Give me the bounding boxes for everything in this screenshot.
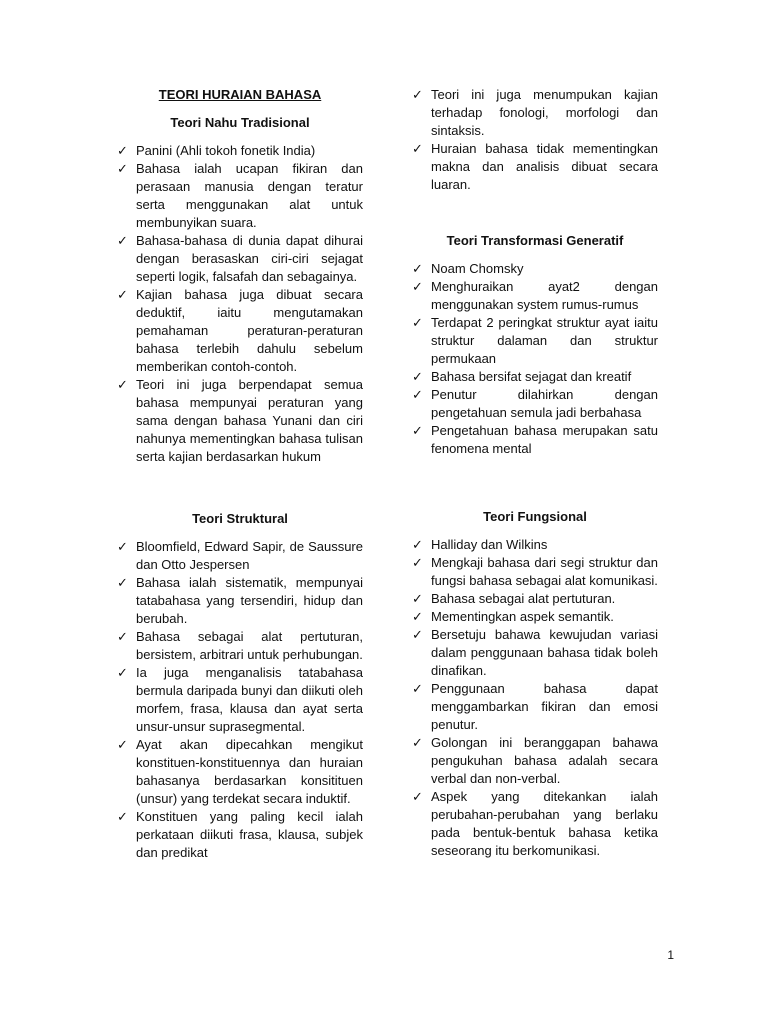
list-item: ✓ Ayat akan dipecahkan mengikut konstituen-konstituennya dan huraian bahasanya berdasarkan konsitituen (unsur) yang terdekat secara induktif. [117,737,363,806]
section-heading-struktural: Teori Struktural [192,511,288,526]
checkmark-icon: ✓ [412,789,423,804]
section-heading-transformasi-generatif: Teori Transformasi Generatif [446,233,624,248]
checkmark-icon: ✓ [412,141,423,156]
checkmark-icon: ✓ [412,315,423,330]
list-item: ✓ Kajian bahasa juga dibuat secara deduktif, iaitu mengutamakan pemahaman peraturan-peraturan bahasa terlebih dahulu sebelum memberikan contoh-contoh. [117,287,363,374]
checkmark-icon: ✓ [117,143,128,158]
list-item: ✓ Menghuraikan ayat2 dengan menggunakan system rumus-rumus [412,279,658,312]
page-number: 1 [667,948,674,962]
checkmark-icon: ✓ [412,627,423,642]
checkmark-icon: ✓ [412,387,423,402]
checkmark-icon: ✓ [117,737,128,752]
document-title: TEORI HURAIAN BAHASA [158,87,322,102]
list-item: ✓ Teori ini juga menumpukan kajian terhadap fonologi, morfologi dan sintaksis. [412,87,658,138]
checkmark-icon: ✓ [117,629,128,644]
checkmark-icon: ✓ [412,261,423,276]
list-item: ✓ Bahasa ialah ucapan fikiran dan perasaan manusia dengan teratur serta menggunakan alat untuk membunyikan suara. [117,161,363,230]
list-item: ✓ Penutur dilahirkan dengan pengetahuan semula jadi berbahasa [412,387,658,420]
list-item: ✓ Mementingkan aspek semantik. [412,609,614,624]
checkmark-icon: ✓ [117,665,128,680]
checkmark-icon: ✓ [412,591,423,606]
list-transformasi-generatif [412,260,658,458]
list-item: ✓ Teori ini juga berpendapat semua bahasa mempunyai peraturan yang sama dengan bahasa Yunani dan ciri nahunya mementingkan bahasa tulisan serta kajian berdasarkan hukum [117,377,363,464]
section-heading-nahu-tradisional: Teori Nahu Tradisional [170,115,310,130]
left-column [117,86,363,862]
checkmark-icon: ✓ [117,575,128,590]
list-item: ✓ Noam Chomsky [412,261,524,276]
list-item: ✓ Bloomfield, Edward Sapir, de Saussure dan Otto Jespersen [117,539,363,572]
checkmark-icon: ✓ [117,377,128,392]
list-item: ✓ Aspek yang ditekankan ialah perubahan-perubahan yang berlaku pada bentuk-bentuk bahasa ketika seseorang itu berkomunikasi. [412,789,658,858]
right-column [412,86,658,860]
checkmark-icon: ✓ [117,161,128,176]
list-item: ✓ Panini (Ahli tokoh fonetik India) [117,143,316,158]
list-item: ✓ Bahasa-bahasa di dunia dapat dihurai dengan berasaskan ciri-ciri sejagat seperti logik, falsafah dan sebagainya. [117,233,363,284]
list-item: ✓ Terdapat 2 peringkat struktur ayat iaitu struktur dalaman dan struktur permukaan [412,315,658,366]
list-item: ✓ Mengkaji bahasa dari segi struktur dan fungsi bahasa sebagai alat komunikasi. [412,555,658,588]
checkmark-icon: ✓ [412,735,423,750]
checkmark-icon: ✓ [117,287,128,302]
list-item: ✓ Halliday dan Wilkins [412,537,548,552]
list-struktural-continued [412,86,658,194]
checkmark-icon: ✓ [117,233,128,248]
list-item: ✓ Huraian bahasa tidak mementingkan makna dan analisis dibuat secara luaran. [412,141,658,192]
list-item: ✓ Bersetuju bahawa kewujudan variasi dalam penggunaan bahasa tidak boleh dinafikan. [412,627,658,678]
list-item: ✓ Golongan ini beranggapan bahawa pengukuhan bahasa adalah secara verbal dan non-verbal. [412,735,658,786]
checkmark-icon: ✓ [412,423,423,438]
checkmark-icon: ✓ [412,681,423,696]
list-nahu-tradisional [117,142,363,466]
list-item: ✓ Bahasa ialah sistematik, mempunyai tatabahasa yang tersendiri, hidup dan berubah. [117,575,363,626]
checkmark-icon: ✓ [412,369,423,384]
checkmark-icon: ✓ [412,609,423,624]
checkmark-icon: ✓ [412,87,423,102]
checkmark-icon: ✓ [117,809,128,824]
list-item: ✓ Bahasa sebagai alat pertuturan. [412,591,616,606]
list-item: ✓ Ia juga menganalisis tatabahasa bermula daripada bunyi dan diikuti oleh morfem, frasa, klausa dan ayat serta unsur-unsur suprasegmental. [117,665,363,734]
list-fungsional [412,536,658,860]
checkmark-icon: ✓ [117,539,128,554]
checkmark-icon: ✓ [412,555,423,570]
list-item: ✓ Bahasa sebagai alat pertuturan, bersistem, arbitrari untuk perhubungan. [117,629,363,662]
section-heading-fungsional: Teori Fungsional [483,509,587,524]
list-item: ✓ Konstituen yang paling kecil ialah perkataan diikuti frasa, klausa, subjek dan predikat [117,809,363,860]
list-item: ✓ Penggunaan bahasa dapat menggambarkan fikiran dan emosi penutur. [412,681,658,732]
checkmark-icon: ✓ [412,279,423,294]
list-struktural [117,538,363,862]
list-item: ✓ Bahasa bersifat sejagat dan kreatif [412,369,632,384]
list-item: ✓ Pengetahuan bahasa merupakan satu fenomena mental [412,423,658,456]
checkmark-icon: ✓ [412,537,423,552]
